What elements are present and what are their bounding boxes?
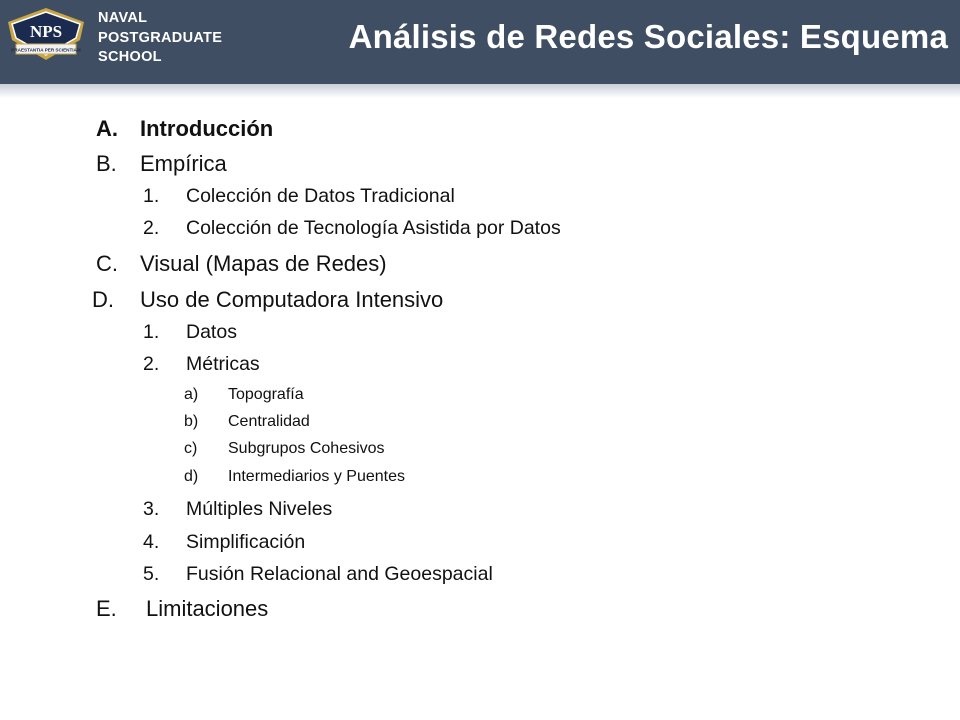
school-name — [98, 9, 222, 68]
outline-text: Empírica — [140, 151, 227, 176]
outline-text: Intermediarios y Puentes — [228, 468, 405, 485]
outline-label: E. — [96, 596, 117, 621]
page-title: Análisis de Redes Sociales: Esquema — [348, 18, 948, 55]
outline-label: 4. — [143, 531, 160, 553]
outline-label: A. — [96, 116, 118, 141]
outline-label: B. — [96, 151, 117, 176]
outline-text: Fusión Relacional and Geoespacial — [186, 563, 493, 585]
outline-text: Métricas — [186, 353, 260, 375]
outline-text: Múltiples Niveles — [186, 498, 333, 520]
outline-text: Limitaciones — [146, 596, 269, 621]
school-line-naval: NAVAL — [98, 10, 148, 26]
outline-label: 2. — [143, 353, 160, 375]
outline-text: Colección de Datos Tradicional — [186, 185, 455, 207]
outline-text: Visual (Mapas de Redes) — [140, 251, 387, 276]
outline-text: Centralidad — [228, 413, 310, 430]
logo-text: NPS — [29, 22, 63, 41]
outline-label: 1. — [143, 321, 160, 343]
outline-label: C. — [96, 251, 118, 276]
outline-label: 5. — [143, 563, 160, 585]
outline-text: Subgrupos Cohesivos — [228, 440, 385, 457]
outline-label: 1. — [143, 185, 160, 207]
logo-motto: PRAESTANTIA PER SCIENTIAM — [11, 47, 81, 53]
outline-label: 3. — [143, 498, 160, 520]
outline-text: Topografía — [228, 386, 304, 403]
outline-label: d) — [184, 468, 199, 485]
outline-label: c) — [184, 440, 198, 457]
outline-label: D. — [92, 287, 114, 312]
outline-label: a) — [184, 386, 199, 403]
outline-text: Simplificación — [186, 531, 306, 553]
outline-text: Uso de Computadora Intensivo — [140, 287, 444, 312]
header-bar — [0, 0, 960, 84]
outline-text: Datos — [186, 321, 237, 343]
outline-text: Colección de Tecnología Asistida por Datos — [186, 217, 561, 239]
header-shadow — [0, 84, 960, 98]
nps-logo — [4, 4, 88, 76]
outline-label: 2. — [143, 217, 160, 239]
outline-label: b) — [184, 413, 199, 430]
outline-text: Introducción — [140, 116, 274, 141]
school-line-postgraduate: POSTGRADUATE — [98, 29, 223, 46]
school-line-school: SCHOOL — [98, 49, 162, 65]
